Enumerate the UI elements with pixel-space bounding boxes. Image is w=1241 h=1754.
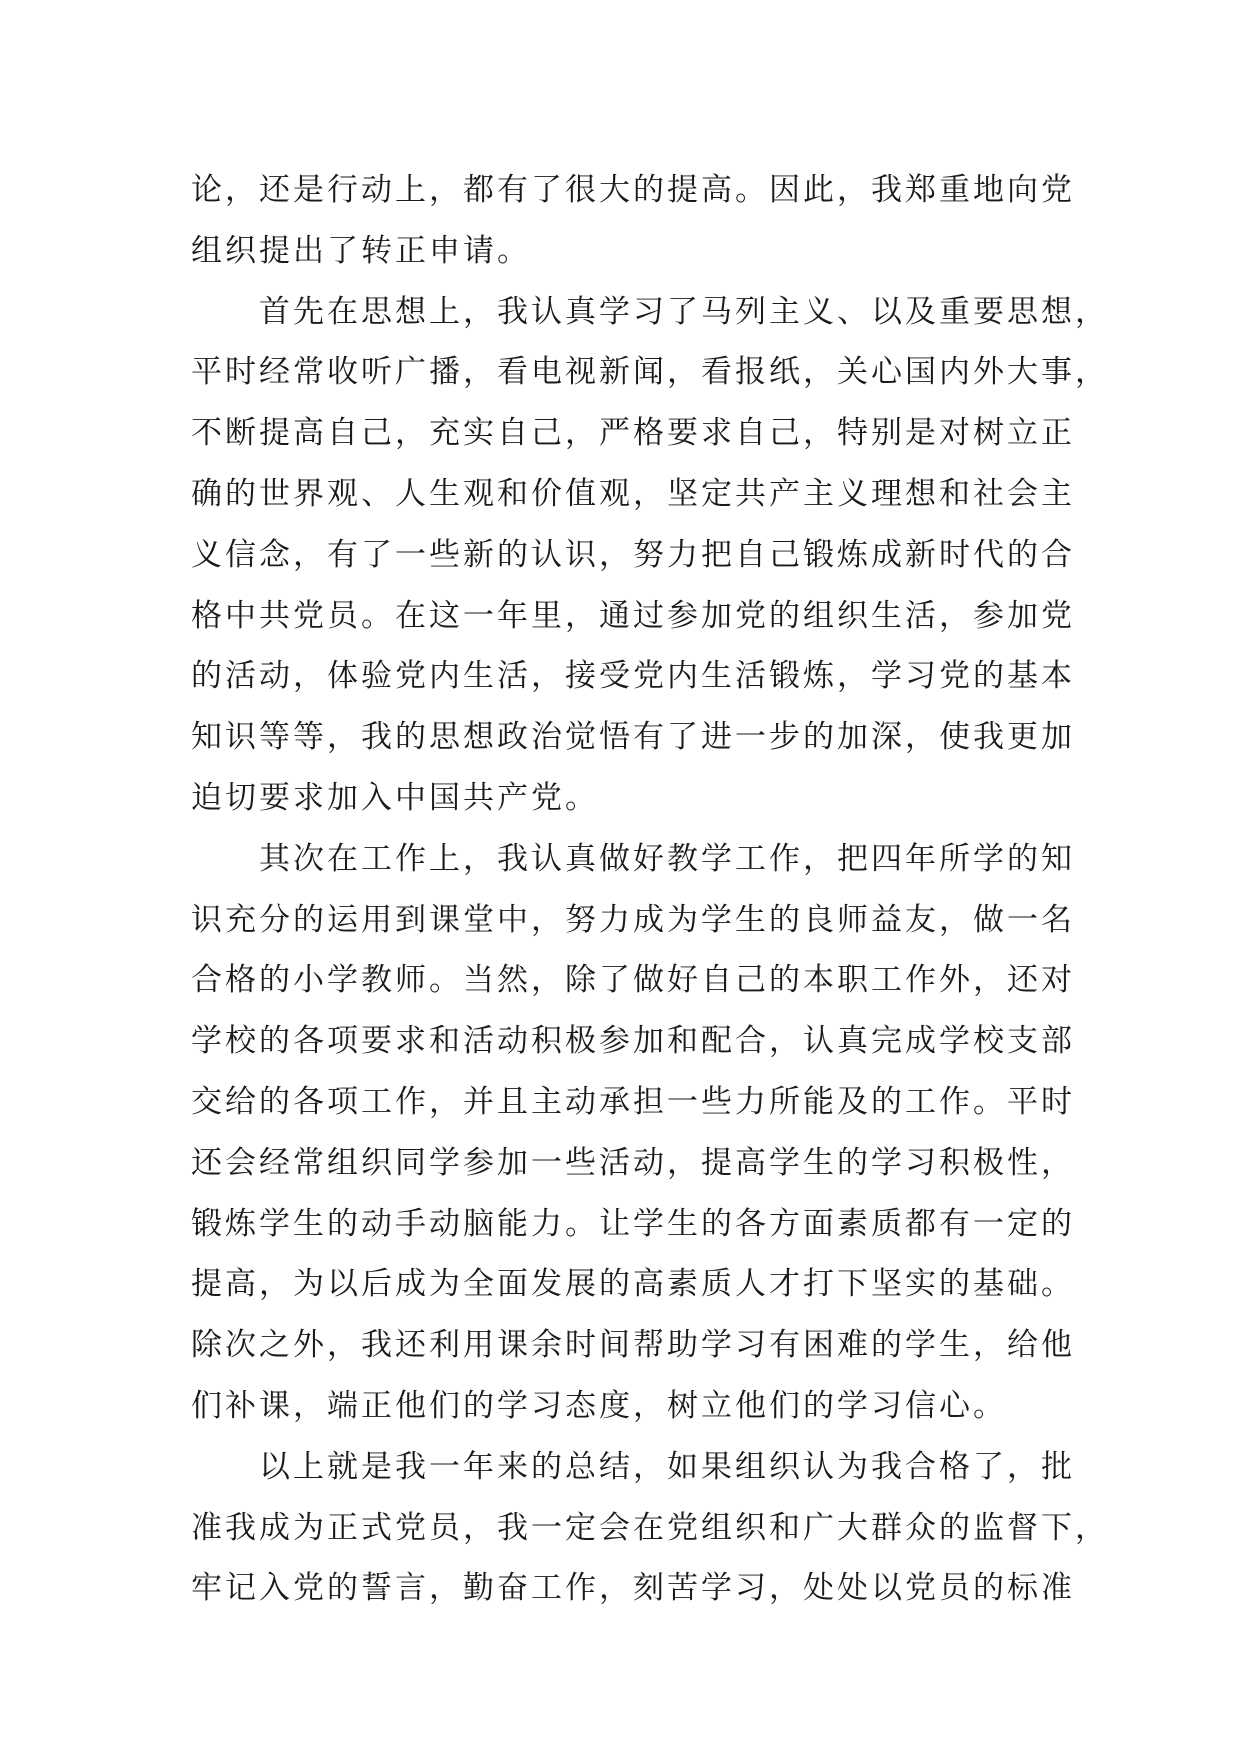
document-body — [191, 160, 1109, 1619]
text-line: 准我成为正式党员，我一定会在党组织和广大群众的监督下， — [191, 1509, 1109, 1546]
text-line: 学校的各项要求和活动积极参加和配合，认真完成学校支部 — [191, 1023, 1075, 1060]
text-line: 义信念，有了一些新的认识，努力把自己锻炼成新时代的合 — [191, 536, 1075, 573]
text-line: 锻炼学生的动手动脑能力。让学生的各方面素质都有一定的 — [191, 1205, 1075, 1242]
text-line: 合格的小学教师。当然，除了做好自己的本职工作外，还对 — [191, 962, 1075, 999]
text-line: 迫切要求加入中国共产党。 — [191, 779, 599, 816]
text-line: 还会经常组织同学参加一些活动，提高学生的学习积极性， — [191, 1144, 1075, 1181]
text-line: 组织提出了转正申请。 — [191, 232, 531, 269]
text-line: 论，还是行动上，都有了很大的提高。因此，我郑重地向党 — [191, 172, 1075, 208]
text-line: 知识等等，我的思想政治觉悟有了进一步的加深，使我更加 — [191, 719, 1075, 756]
paragraph-first-line: 首先在思想上，我认真学习了马列主义、以及重要思想， — [259, 293, 1109, 330]
paragraph-first-line: 以上就是我一年来的总结，如果组织认为我合格了，批 — [259, 1448, 1075, 1485]
text-line: 格中共党员。在这一年里，通过参加党的组织生活，参加党 — [191, 597, 1075, 634]
text-line: 除次之外，我还利用课余时间帮助学习有困难的学生，给他 — [191, 1327, 1075, 1364]
paragraph-first-line: 其次在工作上，我认真做好教学工作，把四年所学的知 — [259, 840, 1075, 877]
text-line: 不断提高自己，充实自己，严格要求自己，特别是对树立正 — [191, 415, 1075, 452]
text-line: 交给的各项工作，并且主动承担一些力所能及的工作。平时 — [191, 1083, 1075, 1120]
text-line: 牢记入党的誓言，勤奋工作，刻苦学习，处处以党员的标准 — [191, 1570, 1075, 1607]
text-line: 们补课，端正他们的学习态度，树立他们的学习信心。 — [191, 1387, 1007, 1424]
text-line: 的活动，体验党内生活，接受党内生活锻炼，学习党的基本 — [191, 658, 1075, 695]
text-line: 识充分的运用到课堂中，努力成为学生的良师益友，做一名 — [191, 901, 1075, 938]
text-line: 确的世界观、人生观和价值观，坚定共产主义理想和社会主 — [191, 475, 1075, 512]
text-line: 平时经常收听广播，看电视新闻，看报纸，关心国内外大事， — [191, 354, 1109, 391]
text-line: 提高，为以后成为全面发展的高素质人才打下坚实的基础。 — [191, 1266, 1075, 1303]
